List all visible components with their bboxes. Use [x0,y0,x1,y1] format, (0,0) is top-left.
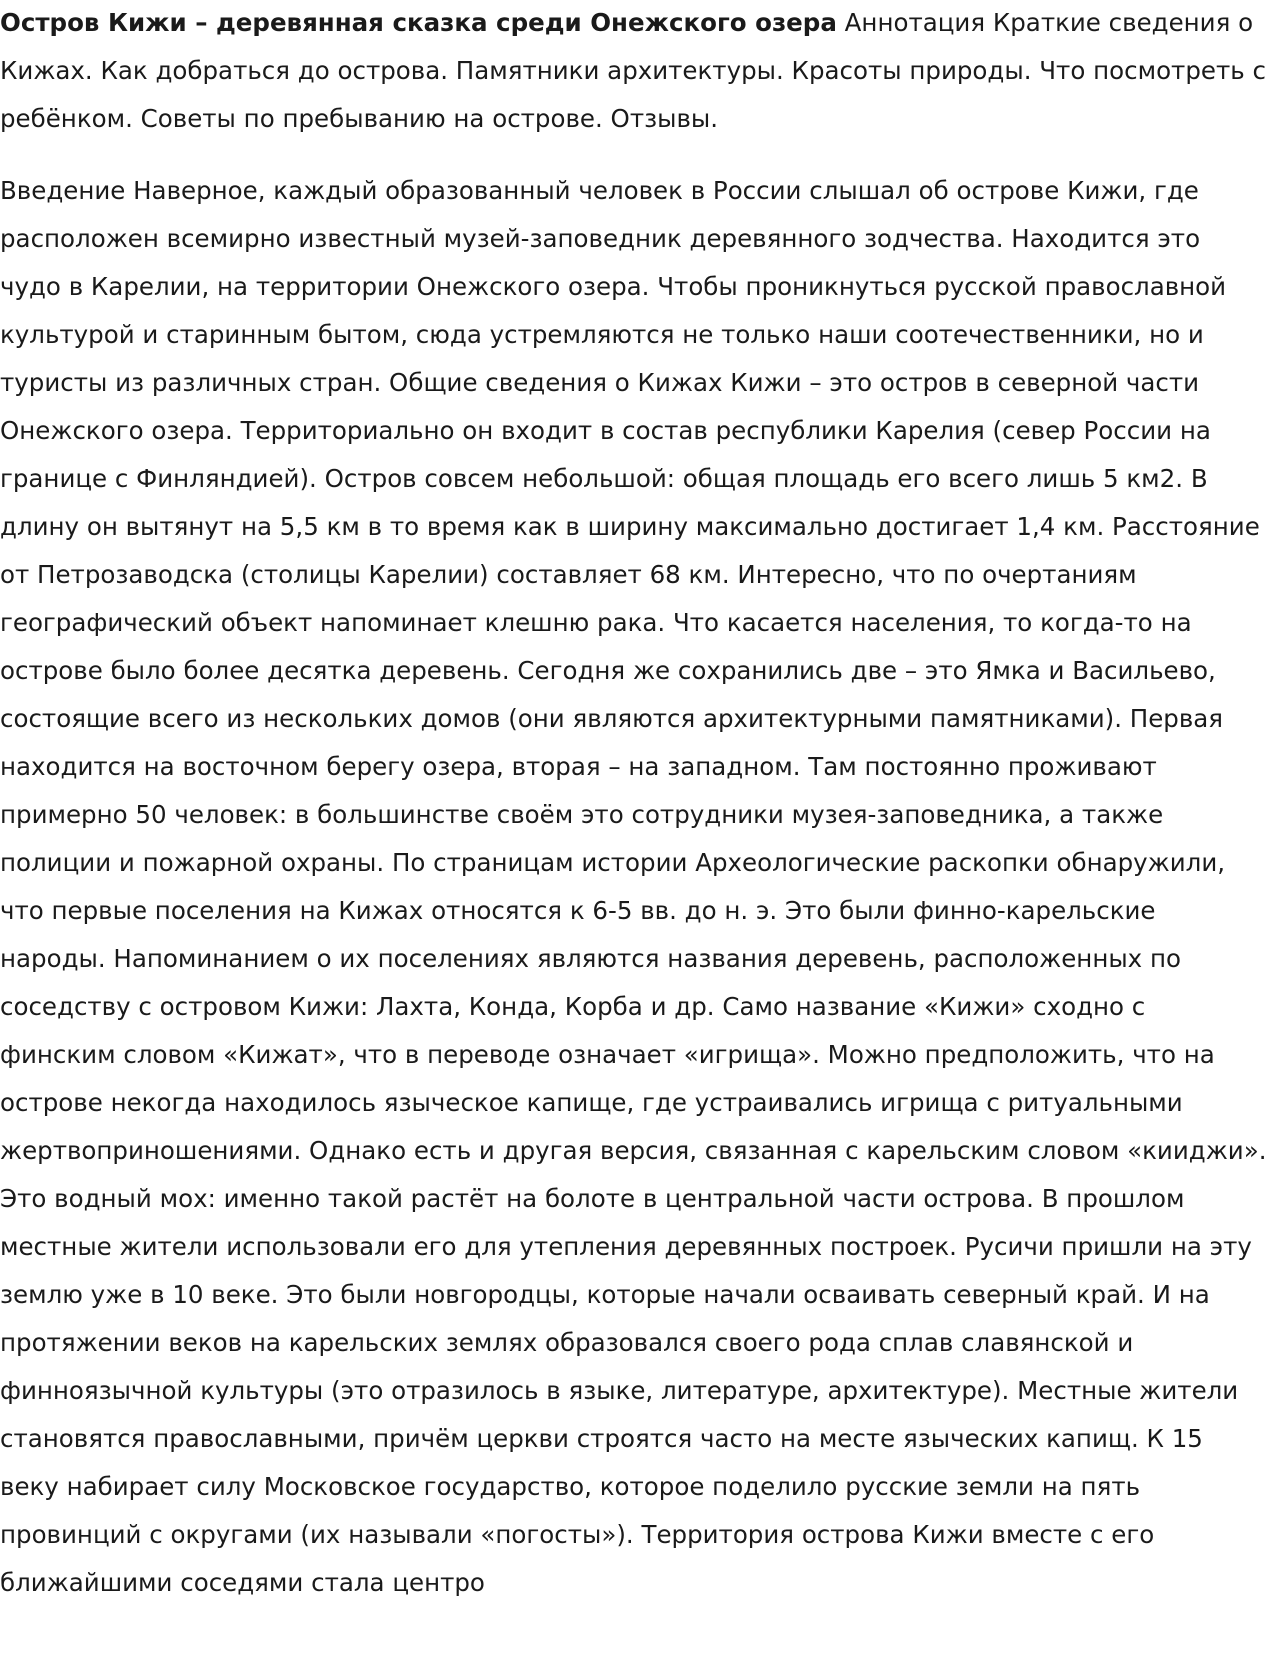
article-title: Остров Кижи – деревянная сказка среди Онежского озера [0,8,837,37]
intro-paragraph [0,0,1268,143]
body-paragraph: Введение Наверное, каждый образованный человек в России слышал об острове Кижи, где расположен всемирно известный музей-заповедник деревянного зодчества. Находится это чудо в Карелии, на территории Онежского озера. Чтобы проникнуться русской православной культурой и старинным бытом, сюда устремляются не только наши соотечественники, но и туристы из различных стран. Общие сведения о Кижах Кижи – это остров в северной части Онежского озера. Территориально он входит в состав республики Карелия (север России на границе с Финляндией). Остров совсем небольшой: общая площадь его всего лишь 5 км2. В длину он вытянут на 5,5 км в то время как в ширину максимально достигает 1,4 км. Расстояние от Петрозаводска (столицы Карелии) составляет 68 км. Интересно, что по очертаниям географический объект напоминает клешню рака. Что касается населения, то когда-то на острове было более десятка деревень. Сегодня же сохранились две – это Ямка и Васильево, состоящие всего из нескольких домов (они являются архитектурными памятниками). Первая находится на восточном берегу озера, вторая – на западном. Там постоянно проживают примерно 50 человек: в большинстве своём это сотрудники музея-заповедника, а также полиции и пожарной охраны. По страницам истории Археологические раскопки обнаружили, что первые поселения на Кижах относятся к 6-5 вв. до н. э. Это были финно-карельские народы. Напоминанием о их поселениях являются названия деревень, расположенных по соседству с островом Кижи: Лахта, Конда, Корба и др. Само название «Кижи» сходно с финским словом «Кижат», что в переводе означает «игрища». Можно предположить, что на острове некогда находилось языческое капище, где устраивались игрища с ритуальными жертвоприношениями. Однако есть и другая версия, связанная с карельским словом «кииджи». Это водный мох: именно такой растёт на болоте в центральной части острова. В прошлом местные жители использовали его для утепления деревянных построек. Русичи пришли на эту землю уже в 10 веке. Это были новгородцы, которые начали осваивать северный край. И на протяжении веков на карельских землях образовался своего рода сплав славянской и финноязычной культуры (это отразилось в языке, литературе, архитектуре). Местные жители становятся православными, причём церкви строятся часто на месте языческих капищ. К 15 веку набирает силу Московское государство, которое поделило русские земли на пять провинций с округами (их называли «погосты»). Территория острова Кижи вместе с его ближайшими соседями стала центро [0,176,1267,1597]
annotation-text: Аннотация Краткие сведения о Кижах. Как добраться до острова. Памятники архитектуры. Красоты природы. Что посмотреть с ребёнком. Советы по пребыванию на острове. Отзывы. [0,8,1266,133]
